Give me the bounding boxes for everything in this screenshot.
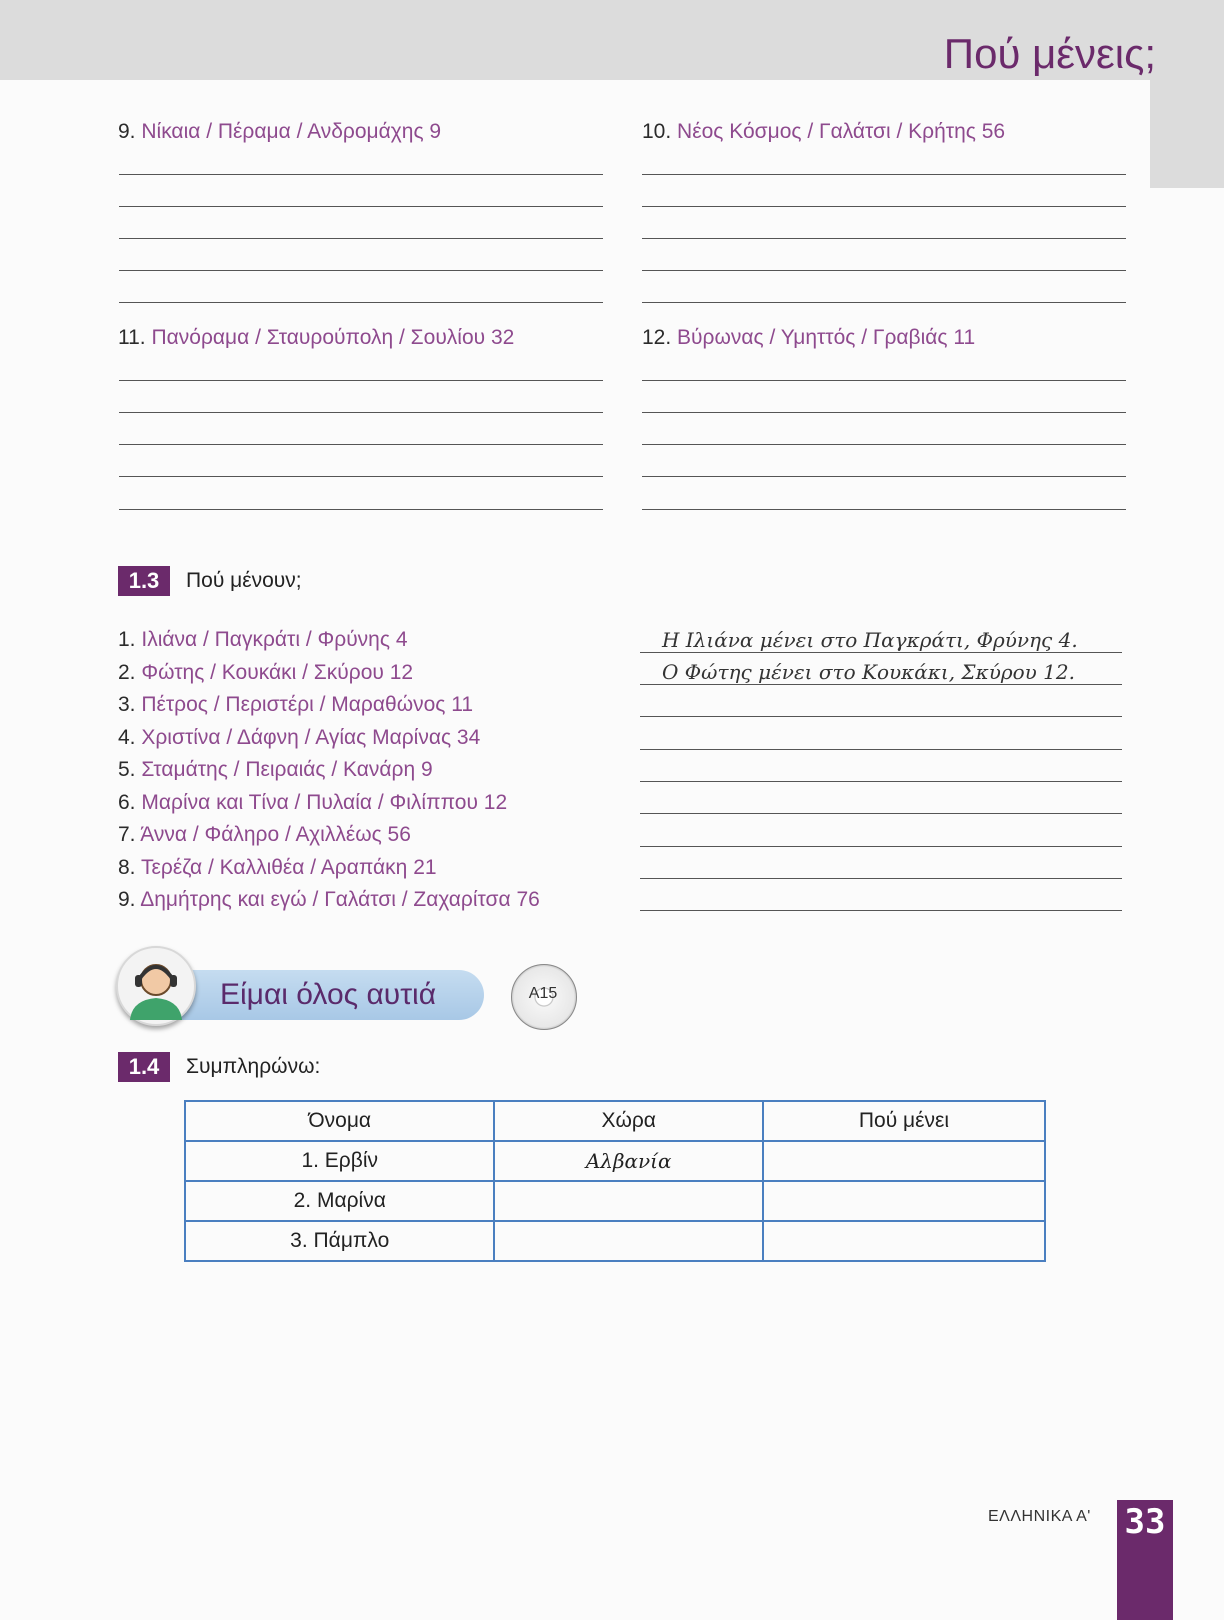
fill-in-table xyxy=(184,1100,1046,1262)
item-text: Σταμάτης / Πειραιάς / Κανάρη 9 xyxy=(141,758,433,781)
exercise-number: 10. xyxy=(642,120,672,143)
item-number: 4. xyxy=(118,725,136,749)
column-header-residence: Πού μένει xyxy=(763,1101,1045,1141)
prompt-list xyxy=(118,624,540,917)
exercise-9-prompt xyxy=(118,120,441,144)
list-item xyxy=(118,624,540,657)
answer-line[interactable] xyxy=(640,878,1122,879)
list-item xyxy=(118,819,540,852)
table-row xyxy=(185,1221,1045,1261)
exercise-text: Νέος Κόσμος / Γαλάτσι / Κρήτης 56 xyxy=(677,120,1006,143)
cd-track-label: A15 xyxy=(528,985,558,1002)
item-number: 6. xyxy=(118,790,136,814)
answer-line[interactable] xyxy=(642,174,1126,175)
section-title: Συμπληρώνω: xyxy=(186,1055,321,1078)
answer-line[interactable] xyxy=(640,813,1122,814)
listener-avatar-icon xyxy=(116,946,196,1026)
answer-line[interactable] xyxy=(119,476,603,477)
answer-line[interactable] xyxy=(642,444,1126,445)
item-text: Μαρίνα και Τίνα / Πυλαία / Φιλίππου 12 xyxy=(141,790,508,814)
exercise-number: 9. xyxy=(118,120,136,143)
table-cell: 1. Ερβίν xyxy=(185,1141,494,1181)
answer-line[interactable] xyxy=(642,509,1126,510)
section-badge: 1.3 xyxy=(118,566,170,596)
exercise-10-prompt xyxy=(642,120,1005,144)
page-number: 33 xyxy=(1124,1502,1166,1542)
list-item xyxy=(118,884,540,917)
table-cell[interactable] xyxy=(763,1221,1045,1261)
item-number: 7. xyxy=(118,823,136,846)
table-cell[interactable] xyxy=(494,1181,762,1221)
table-row xyxy=(185,1181,1045,1221)
exercise-number: 11. xyxy=(118,326,146,349)
answer-line[interactable] xyxy=(642,238,1126,239)
handwritten-answer: Ο Φώτης μένει στο Κουκάκι, Σκύρου 12. xyxy=(662,660,1075,684)
answer-line[interactable] xyxy=(119,238,603,239)
answer-line[interactable] xyxy=(640,910,1122,911)
table-cell[interactable] xyxy=(763,1181,1045,1221)
answer-line[interactable] xyxy=(642,380,1126,381)
answer-line[interactable] xyxy=(119,206,603,207)
answer-line[interactable] xyxy=(640,716,1122,717)
table-cell[interactable] xyxy=(763,1141,1045,1181)
answer-line[interactable] xyxy=(642,412,1126,413)
section-badge: 1.4 xyxy=(118,1052,170,1082)
answer-line[interactable] xyxy=(642,206,1126,207)
header-tab-shade xyxy=(1150,80,1224,188)
exercise-number: 12. xyxy=(642,326,672,349)
exercise-text: Νίκαια / Πέραμα / Ανδρομάχης 9 xyxy=(141,120,442,143)
answer-line[interactable] xyxy=(642,302,1126,303)
exercise-text: Βύρωνας / Υμηττός / Γραβιάς 11 xyxy=(677,326,976,349)
page-title: Πού μένεις; xyxy=(943,30,1156,77)
answer-line[interactable] xyxy=(119,412,603,413)
answer-line[interactable] xyxy=(642,476,1126,477)
column-header-name: Όνομα xyxy=(185,1101,494,1141)
item-number: 8. xyxy=(118,855,136,879)
section-1-3-header xyxy=(118,566,302,596)
list-item xyxy=(118,754,540,787)
answer-line[interactable] xyxy=(640,684,1122,685)
book-title: ΕΛΛΗΝΙΚΑ Α' xyxy=(988,1508,1091,1525)
answer-line[interactable] xyxy=(119,509,603,510)
answer-line[interactable] xyxy=(640,749,1122,750)
table-cell[interactable]: Αλβανία xyxy=(494,1141,762,1181)
answer-line[interactable] xyxy=(119,174,603,175)
answer-line[interactable] xyxy=(640,652,1122,653)
item-number: 3. xyxy=(118,693,136,716)
table-header-row xyxy=(185,1101,1045,1141)
table-cell: 2. Μαρίνα xyxy=(185,1181,494,1221)
table-cell: 3. Πάμπλο xyxy=(185,1221,494,1261)
exercise-text: Πανόραμα / Σταυρούπολη / Σουλίου 32 xyxy=(151,326,515,349)
column-header-country: Χώρα xyxy=(494,1101,762,1141)
item-text: Άννα / Φάληρο / Αχιλλέως 56 xyxy=(140,823,411,846)
listening-title: Είμαι όλος αυτιά xyxy=(220,978,437,1011)
section-title: Πού μένουν; xyxy=(186,569,302,592)
item-text: Δημήτρης και εγώ / Γαλάτσι / Ζαχαρίτσα 76 xyxy=(140,888,540,911)
exercise-11-prompt xyxy=(118,326,514,350)
list-item xyxy=(118,722,540,755)
item-number: 5. xyxy=(118,758,136,781)
exercise-12-prompt xyxy=(642,326,975,350)
answer-line[interactable] xyxy=(119,380,603,381)
item-number: 1. xyxy=(118,628,136,651)
item-number: 2. xyxy=(118,660,136,684)
list-item xyxy=(118,657,540,690)
answer-line[interactable] xyxy=(642,270,1126,271)
list-item xyxy=(118,787,540,820)
item-text: Χριστίνα / Δάφνη / Αγίας Μαρίνας 34 xyxy=(141,725,481,749)
answer-line[interactable] xyxy=(119,270,603,271)
answer-line[interactable] xyxy=(640,846,1122,847)
answer-line[interactable] xyxy=(640,781,1122,782)
table-cell[interactable] xyxy=(494,1221,762,1261)
table-row xyxy=(185,1141,1045,1181)
item-text: Ιλιάνα / Παγκράτι / Φρύνης 4 xyxy=(141,628,408,651)
item-number: 9. xyxy=(118,888,136,911)
section-1-4-header xyxy=(118,1052,320,1082)
handwritten-answer: Η Ιλιάνα μένει στο Παγκράτι, Φρύνης 4. xyxy=(662,628,1078,652)
answer-line[interactable] xyxy=(119,302,603,303)
list-item xyxy=(118,852,540,885)
item-text: Πέτρος / Περιστέρι / Μαραθώνος 11 xyxy=(141,693,474,716)
item-text: Τερέζα / Καλλιθέα / Αραπάκη 21 xyxy=(140,855,437,879)
list-item xyxy=(118,689,540,722)
item-text: Φώτης / Κουκάκι / Σκύρου 12 xyxy=(141,660,414,684)
answer-line[interactable] xyxy=(119,444,603,445)
